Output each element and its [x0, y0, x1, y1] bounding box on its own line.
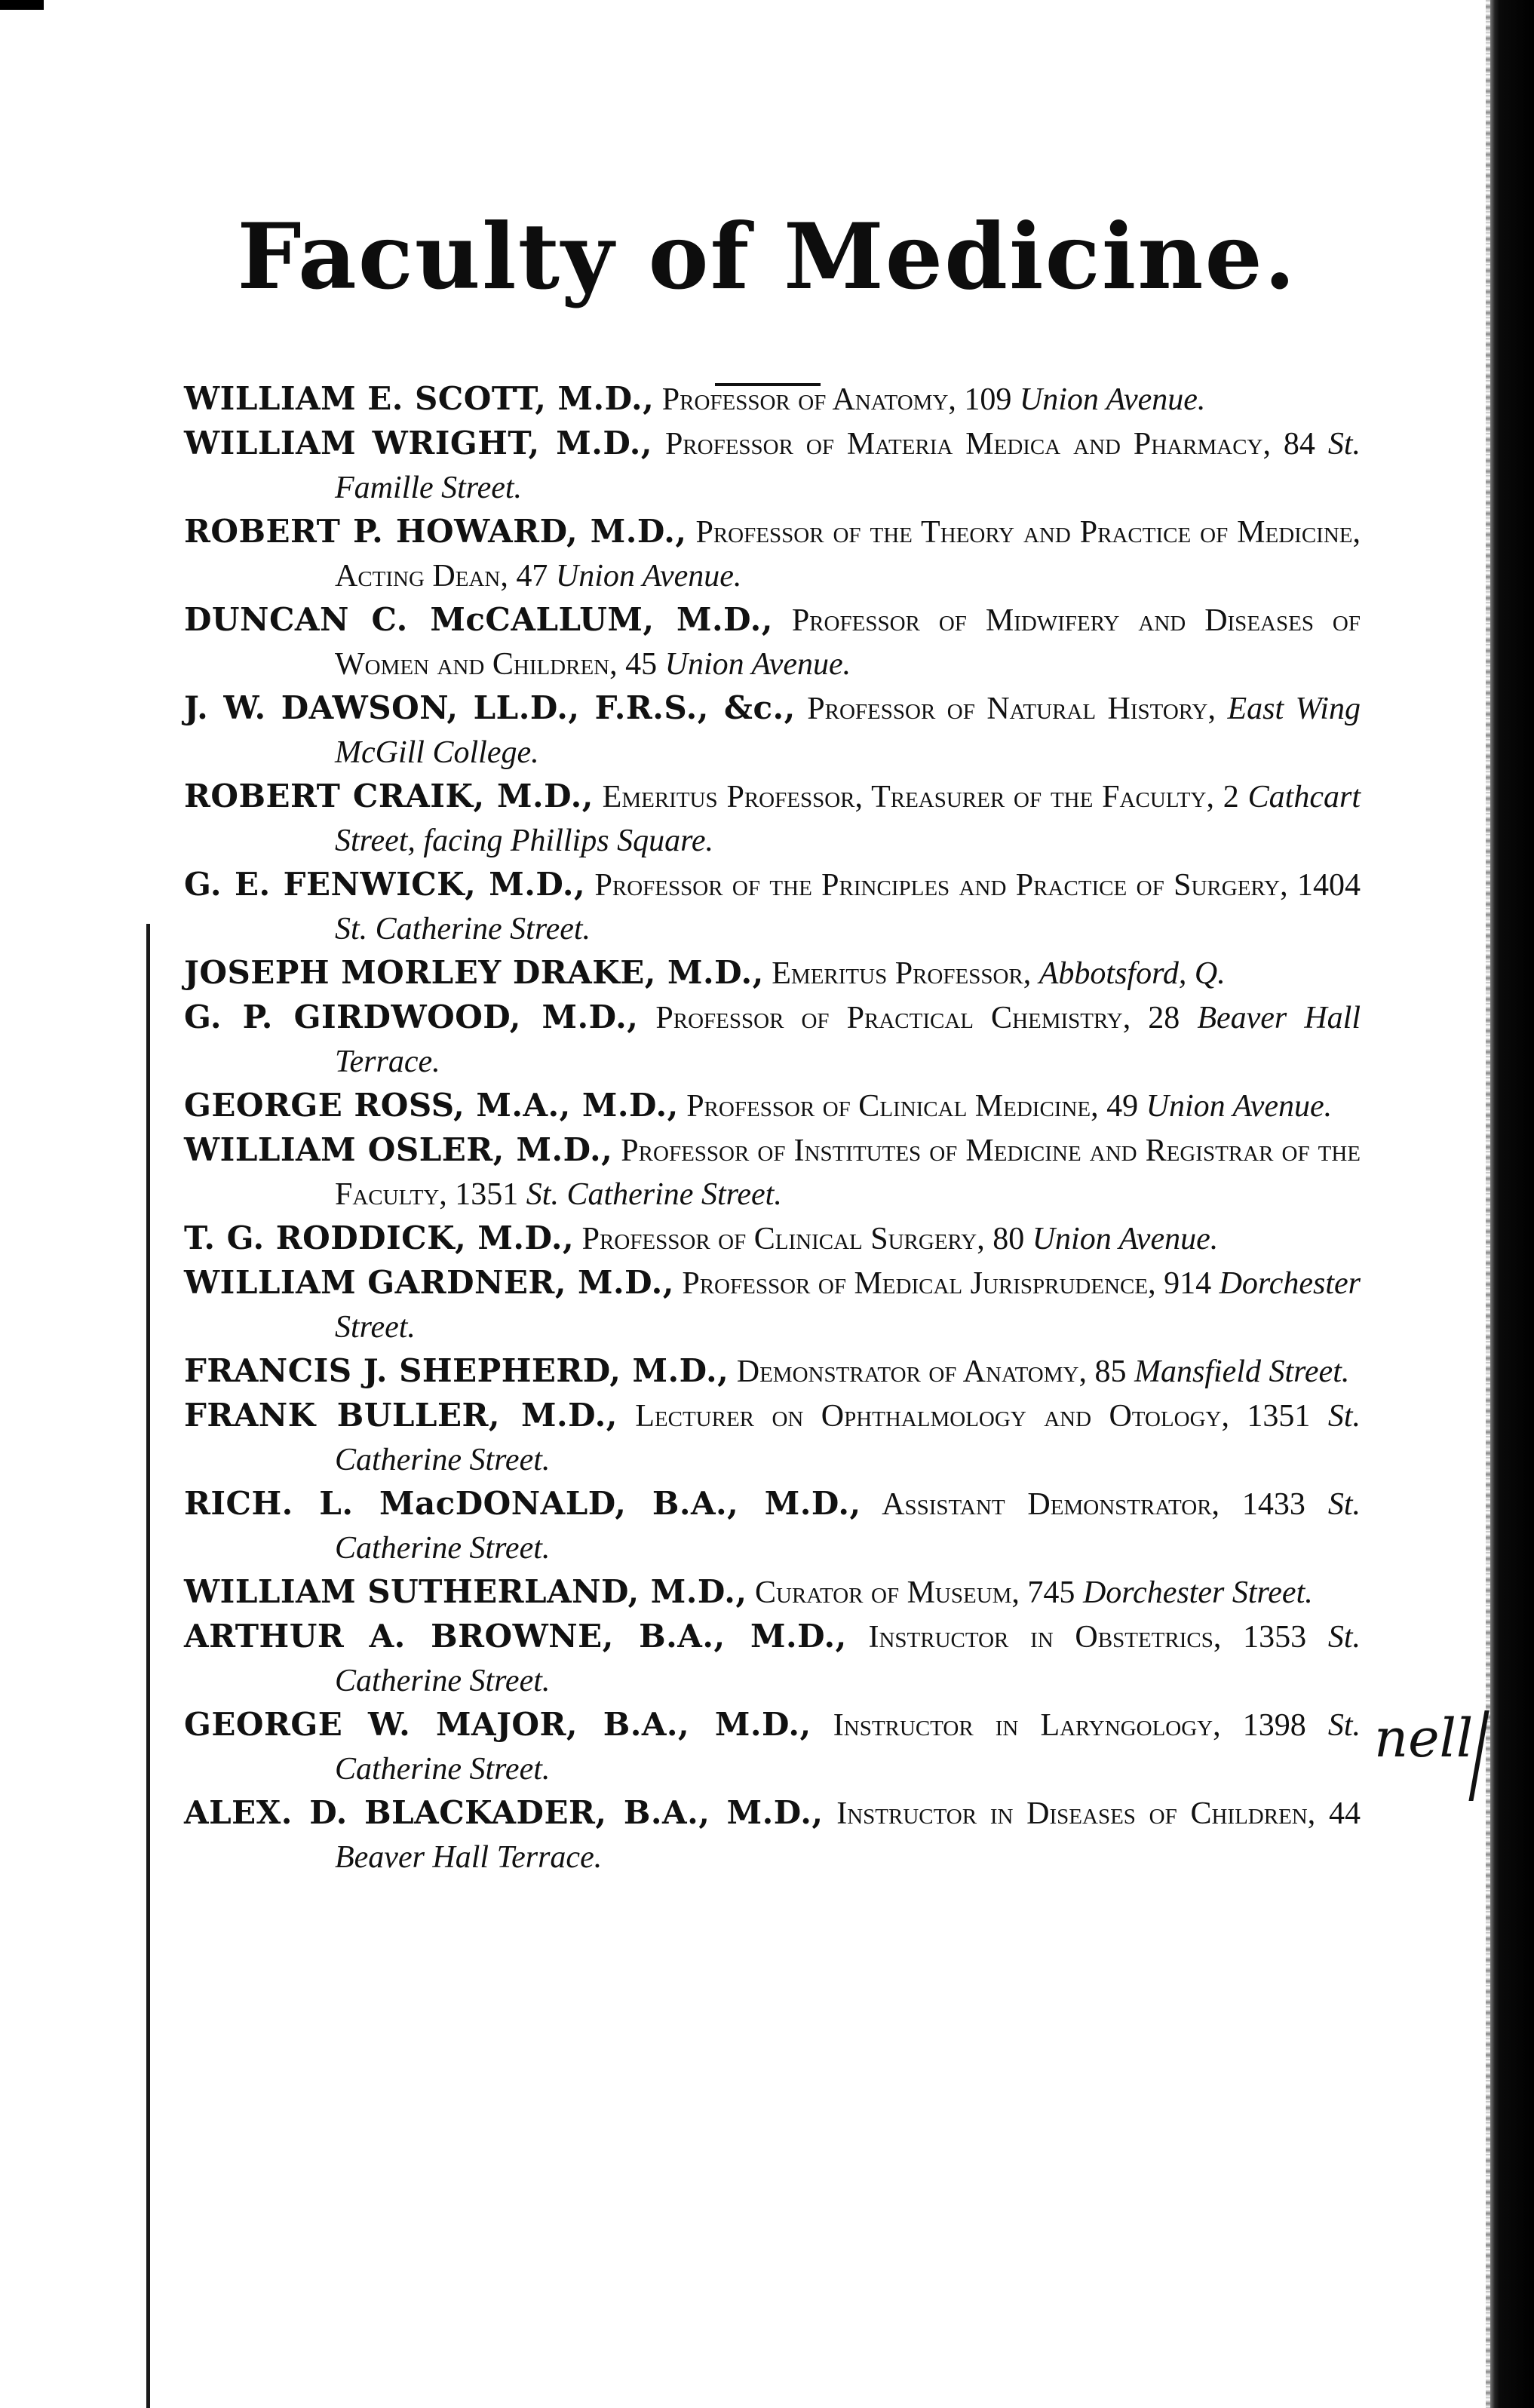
faculty-address: Dorchester Street.: [335, 1266, 1361, 1345]
faculty-title: Professor of Anatomy, 109: [654, 382, 1020, 417]
faculty-address: Union Avenue.: [1146, 1089, 1333, 1124]
faculty-name: WILLIAM E. SCOTT, M.D.,: [184, 380, 655, 417]
faculty-entry: [184, 995, 1361, 1084]
left-margin-rule: [146, 924, 150, 2408]
faculty-title: Instructor in Diseases of Children, 44: [823, 1796, 1361, 1831]
book-spine-shadow: [1490, 0, 1534, 2408]
faculty-name: WILLIAM SUTHERLAND, M.D.,: [184, 1573, 747, 1610]
faculty-address: Dorchester Street.: [1082, 1575, 1313, 1610]
faculty-entry: [184, 1349, 1361, 1394]
faculty-title: Emeritus Professor,: [763, 956, 1039, 991]
faculty-name: FRANK BULLER, M.D.,: [184, 1397, 618, 1434]
faculty-name: GEORGE ROSS, M.A., M.D.,: [184, 1087, 679, 1124]
faculty-entry: [184, 951, 1361, 995]
faculty-title: Lecturer on Ophthalmology and Otology, 1351: [617, 1399, 1328, 1434]
faculty-name: JOSEPH MORLEY DRAKE, M.D.,: [184, 954, 764, 991]
faculty-list: [184, 377, 1361, 1879]
faculty-address: East Wing McGill College.: [335, 692, 1361, 770]
faculty-name: WILLIAM OSLER, M.D.,: [184, 1131, 613, 1168]
faculty-title: Professor of Materia Medica and Pharmacy, 84: [652, 427, 1328, 462]
faculty-address: Union Avenue.: [1032, 1222, 1219, 1256]
faculty-address: Beaver Hall Terrace.: [335, 1840, 603, 1875]
faculty-name: T. G. RODDICK, M.D.,: [184, 1219, 575, 1256]
faculty-address: Union Avenue.: [664, 647, 851, 682]
faculty-entry: [184, 422, 1361, 510]
faculty-address: Union Avenue.: [555, 559, 742, 594]
faculty-name: WILLIAM WRIGHT, M.D.,: [184, 425, 653, 462]
faculty-entry: [184, 1128, 1361, 1216]
faculty-title: Professor of Clinical Medicine, 49: [678, 1089, 1146, 1124]
faculty-name: ROBERT CRAIK, M.D.,: [184, 778, 594, 814]
faculty-entry: [184, 377, 1361, 422]
faculty-entry: [184, 598, 1361, 686]
faculty-address: St. Famille Street.: [335, 427, 1361, 505]
faculty-entry: [184, 1084, 1361, 1128]
faculty-address: Beaver Hall Terrace.: [335, 1001, 1361, 1079]
faculty-name: RICH. L. MacDONALD, B.A., M.D.,: [184, 1485, 861, 1522]
faculty-name: G. P. GIRDWOOD, M.D.,: [184, 998, 639, 1035]
faculty-address: St. Catherine Street.: [335, 1487, 1361, 1566]
faculty-title: Professor of Clinical Surgery, 80: [574, 1222, 1032, 1256]
page-title: Faculty of Medicine.: [237, 204, 1297, 310]
faculty-entry: [184, 1261, 1361, 1349]
faculty-address: St. Catherine Street.: [335, 912, 591, 946]
faculty-entry: [184, 1570, 1361, 1615]
faculty-entry: [184, 1703, 1361, 1791]
faculty-entry: [184, 1615, 1361, 1703]
faculty-title: Instructor in Laryngology, 1398: [811, 1708, 1328, 1743]
faculty-title: Professor of the Principles and Practice of Surgery, 1404: [585, 868, 1361, 903]
faculty-entry: [184, 1482, 1361, 1570]
faculty-entry: [184, 1216, 1361, 1261]
faculty-title: Professor of Practical Chemistry, 28: [638, 1001, 1198, 1035]
scan-corner-mark: [0, 0, 44, 10]
faculty-address: Mansfield Street.: [1134, 1354, 1350, 1389]
faculty-title: Assistant Demonstrator, 1433: [861, 1487, 1328, 1522]
faculty-entry: [184, 775, 1361, 863]
faculty-title: Curator of Museum, 745: [747, 1575, 1083, 1610]
faculty-title: Professor of the Theory and Practice of Medicine, Acting Dean, 47: [335, 515, 1361, 594]
faculty-name: DUNCAN C. McCALLUM, M.D.,: [184, 601, 773, 638]
faculty-name: ROBERT P. HOWARD, M.D.,: [184, 513, 687, 550]
faculty-address: St. Catherine Street.: [335, 1399, 1361, 1477]
faculty-name: J. W. DAWSON, LL.D., F.R.S., &c.,: [184, 689, 796, 726]
faculty-name: ALEX. D. BLACKADER, B.A., M.D.,: [184, 1794, 824, 1831]
faculty-address: Union Avenue.: [1019, 382, 1206, 417]
faculty-title: Professor of Natural History,: [795, 692, 1228, 726]
faculty-name: WILLIAM GARDNER, M.D.,: [184, 1264, 674, 1301]
faculty-entry: [184, 686, 1361, 775]
faculty-name: FRANCIS J. SHEPHERD, M.D.,: [184, 1352, 729, 1389]
faculty-address: Cathcart Street, facing Phillips Square.: [335, 780, 1361, 858]
faculty-name: G. E. FENWICK, M.D.,: [184, 866, 586, 903]
faculty-address: Abbotsford, Q.: [1039, 956, 1226, 991]
handwritten-margin-note: nell: [1374, 1707, 1474, 1769]
faculty-title: Professor of Midwifery and Diseases of Women and Children, 45: [335, 603, 1361, 682]
faculty-name: GEORGE W. MAJOR, B.A., M.D.,: [184, 1706, 811, 1743]
faculty-title: Professor of Medical Jurisprudence, 914: [673, 1266, 1220, 1301]
faculty-title: Demonstrator of Anatomy, 85: [729, 1354, 1134, 1389]
faculty-title: Instructor in Obstetrics, 1353: [846, 1620, 1328, 1655]
faculty-entry: [184, 1791, 1361, 1879]
faculty-address: St. Catherine Street.: [335, 1708, 1361, 1787]
faculty-address: St. Catherine Street.: [526, 1177, 782, 1212]
faculty-name: ARTHUR A. BROWNE, B.A., M.D.,: [184, 1618, 847, 1655]
faculty-entry: [184, 510, 1361, 598]
faculty-entry: [184, 1394, 1361, 1482]
faculty-address: St. Catherine Street.: [335, 1620, 1361, 1698]
faculty-title: Professor of Institutes of Medicine and Registrar of the Faculty, 1351: [335, 1133, 1361, 1212]
faculty-entry: [184, 863, 1361, 951]
faculty-title: Emeritus Professor, Treasurer of the Faculty, 2: [593, 780, 1248, 814]
